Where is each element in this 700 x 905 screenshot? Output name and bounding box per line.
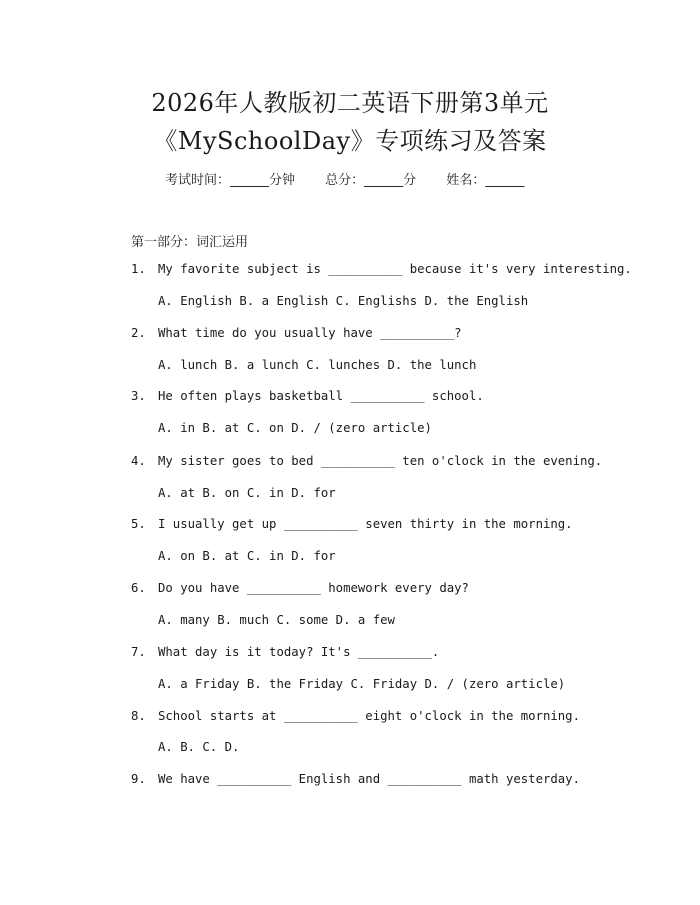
question-text: My favorite subject is __________ because it's very interesting. — [158, 262, 632, 276]
exam-time-label: 考试时间：______分钟 — [165, 173, 296, 188]
question-options: A. many B. much C. some D. a few — [158, 613, 395, 627]
question-text: Do you have __________ homework every day? — [158, 581, 469, 595]
question-text: He often plays basketball __________ school. — [158, 389, 484, 403]
question-number: 1. — [131, 262, 146, 276]
question-options: A. on B. at C. in D. for — [158, 549, 336, 563]
question-text: School starts at __________ eight o'clock in the morning. — [158, 709, 580, 723]
question-options: A. at B. on C. in D. for — [158, 486, 336, 500]
question-number: 7. — [131, 645, 146, 659]
question-options: A. lunch B. a lunch C. lunches D. the lunch — [158, 358, 477, 372]
exam-info — [165, 169, 524, 188]
section-title: 第一部分：词汇运用 — [131, 235, 249, 250]
question-number: 5. — [131, 517, 146, 531]
question-text: I usually get up __________ seven thirty in the morning. — [158, 517, 573, 531]
question-number: 9. — [131, 772, 146, 786]
question-text: We have __________ English and __________ math yesterday. — [158, 772, 580, 786]
question-number: 4. — [131, 454, 146, 468]
question-options: A. English B. a English C. Englishs D. the English — [158, 294, 529, 308]
question-text: What day is it today? It's __________. — [158, 645, 440, 659]
total-score-label: 总分：______分 — [325, 173, 417, 188]
question-number: 6. — [131, 581, 146, 595]
name-label: 姓名：______ — [446, 173, 525, 188]
question-text: What time do you usually have __________? — [158, 326, 462, 340]
question-text: My sister goes to bed __________ ten o'clock in the evening. — [158, 454, 603, 468]
question-number: 3. — [131, 389, 146, 403]
title-line-1: 2026年人教版初二英语下册第3单元 — [151, 89, 549, 117]
question-number: 2. — [131, 326, 146, 340]
question-number: 8. — [131, 709, 146, 723]
title-line-2: 《MySchoolDay》专项练习及答案 — [153, 127, 547, 155]
question-options: A. B. C. D. — [158, 740, 240, 754]
question-options: A. a Friday B. the Friday C. Friday D. / (zero article) — [158, 677, 566, 691]
question-options: A. in B. at C. on D. / (zero article) — [158, 421, 432, 435]
